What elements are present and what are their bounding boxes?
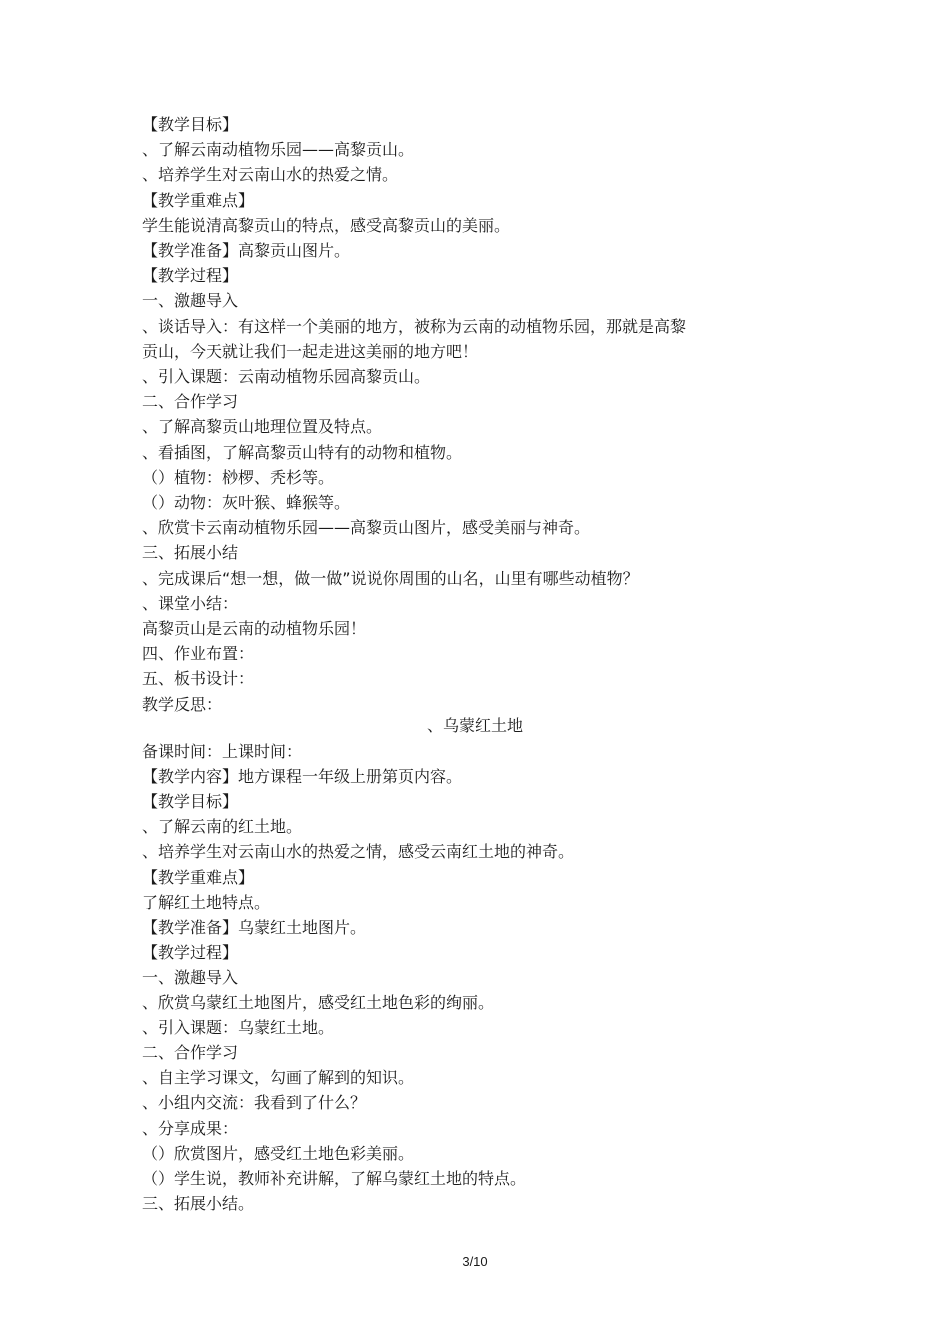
lesson-title: 、乌蒙红土地 [426, 716, 523, 735]
text-line: 学生能说清高黎贡山的特点，感受高黎贡山的美丽。 [142, 215, 511, 235]
text-line: 、培养学生对云南山水的热爱之情。 [142, 165, 399, 185]
text-line: 、欣赏卡云南动植物乐园——高黎贡山图片，感受美丽与神奇。 [142, 518, 591, 538]
text-line: 一、激趣导入 [142, 967, 239, 987]
text-line: 二、合作学习 [142, 1043, 239, 1063]
text-line: （）学生说，教师补充讲解，了解乌蒙红土地的特点。 [142, 1168, 527, 1188]
text-line: 、引入课题：乌蒙红土地。 [142, 1018, 335, 1038]
text-line: 【教学准备】乌蒙红土地图片。 [142, 917, 367, 937]
page-number: 3/10 [462, 1254, 488, 1269]
text-line: （）植物：桫椤、秃杉等。 [142, 467, 335, 487]
text-line: 【教学目标】 [142, 792, 239, 812]
text-line: 五、板书设计： [142, 669, 255, 689]
text-line: 、完成课后“想一想，做一做”说说你周围的山名，山里有哪些动植物？ [142, 568, 639, 588]
text-line: 了解红土地特点。 [142, 892, 271, 912]
text-line: 【教学过程】 [142, 266, 239, 286]
text-line: 、看插图，了解高黎贡山特有的动物和植物。 [142, 442, 463, 462]
text-line: 教学反思： [142, 694, 223, 714]
text-line: （）动物：灰叶猴、蜂猴等。 [142, 493, 351, 512]
text-line: 贡山，今天就让我们一起走进这美丽的地方吧！ [142, 341, 479, 361]
text-line: 【教学重难点】 [142, 867, 255, 887]
text-line: 【教学重难点】 [142, 190, 255, 210]
text-line: （）欣赏图片，感受红土地色彩美丽。 [142, 1143, 415, 1163]
text-line: 、了解云南的红土地。 [142, 817, 303, 837]
text-line: 、分享成果： [142, 1118, 239, 1138]
text-line: 、了解高黎贡山地理位置及特点。 [142, 417, 383, 437]
text-line: 【教学目标】 [142, 115, 239, 134]
text-line: 、小组内交流：我看到了什么？ [142, 1093, 367, 1113]
text-line: 、了解云南动植物乐园——高黎贡山。 [142, 140, 415, 160]
text-line: 【教学内容】地方课程一年级上册第页内容。 [142, 767, 463, 787]
text-line: 、欣赏乌蒙红土地图片，感受红土地色彩的绚丽。 [142, 993, 495, 1012]
text-line: 一、激趣导入 [142, 291, 239, 311]
text-line: 高黎贡山是云南的动植物乐园！ [142, 619, 367, 638]
text-line: 、谈话导入：有这样一个美丽的地方，被称为云南的动植物乐园，那就是高黎 [142, 316, 687, 336]
text-line: 、自主学习课文，勾画了解到的知识。 [142, 1068, 415, 1088]
text-line: 、课堂小结： [142, 593, 239, 613]
text-line: 三、拓展小结。 [142, 1193, 255, 1213]
text-line: 四、作业布置： [142, 644, 255, 664]
text-line: 【教学准备】高黎贡山图片。 [142, 241, 351, 260]
text-line: 【教学过程】 [142, 942, 239, 962]
text-line: 备课时间：上课时间： [142, 742, 303, 761]
text-line: 、引入课题：云南动植物乐园高黎贡山。 [142, 367, 431, 386]
text-line: 、培养学生对云南山水的热爱之情，感受云南红土地的神奇。 [142, 842, 575, 862]
text-line: 二、合作学习 [142, 392, 239, 412]
text-line: 三、拓展小结 [142, 543, 239, 563]
